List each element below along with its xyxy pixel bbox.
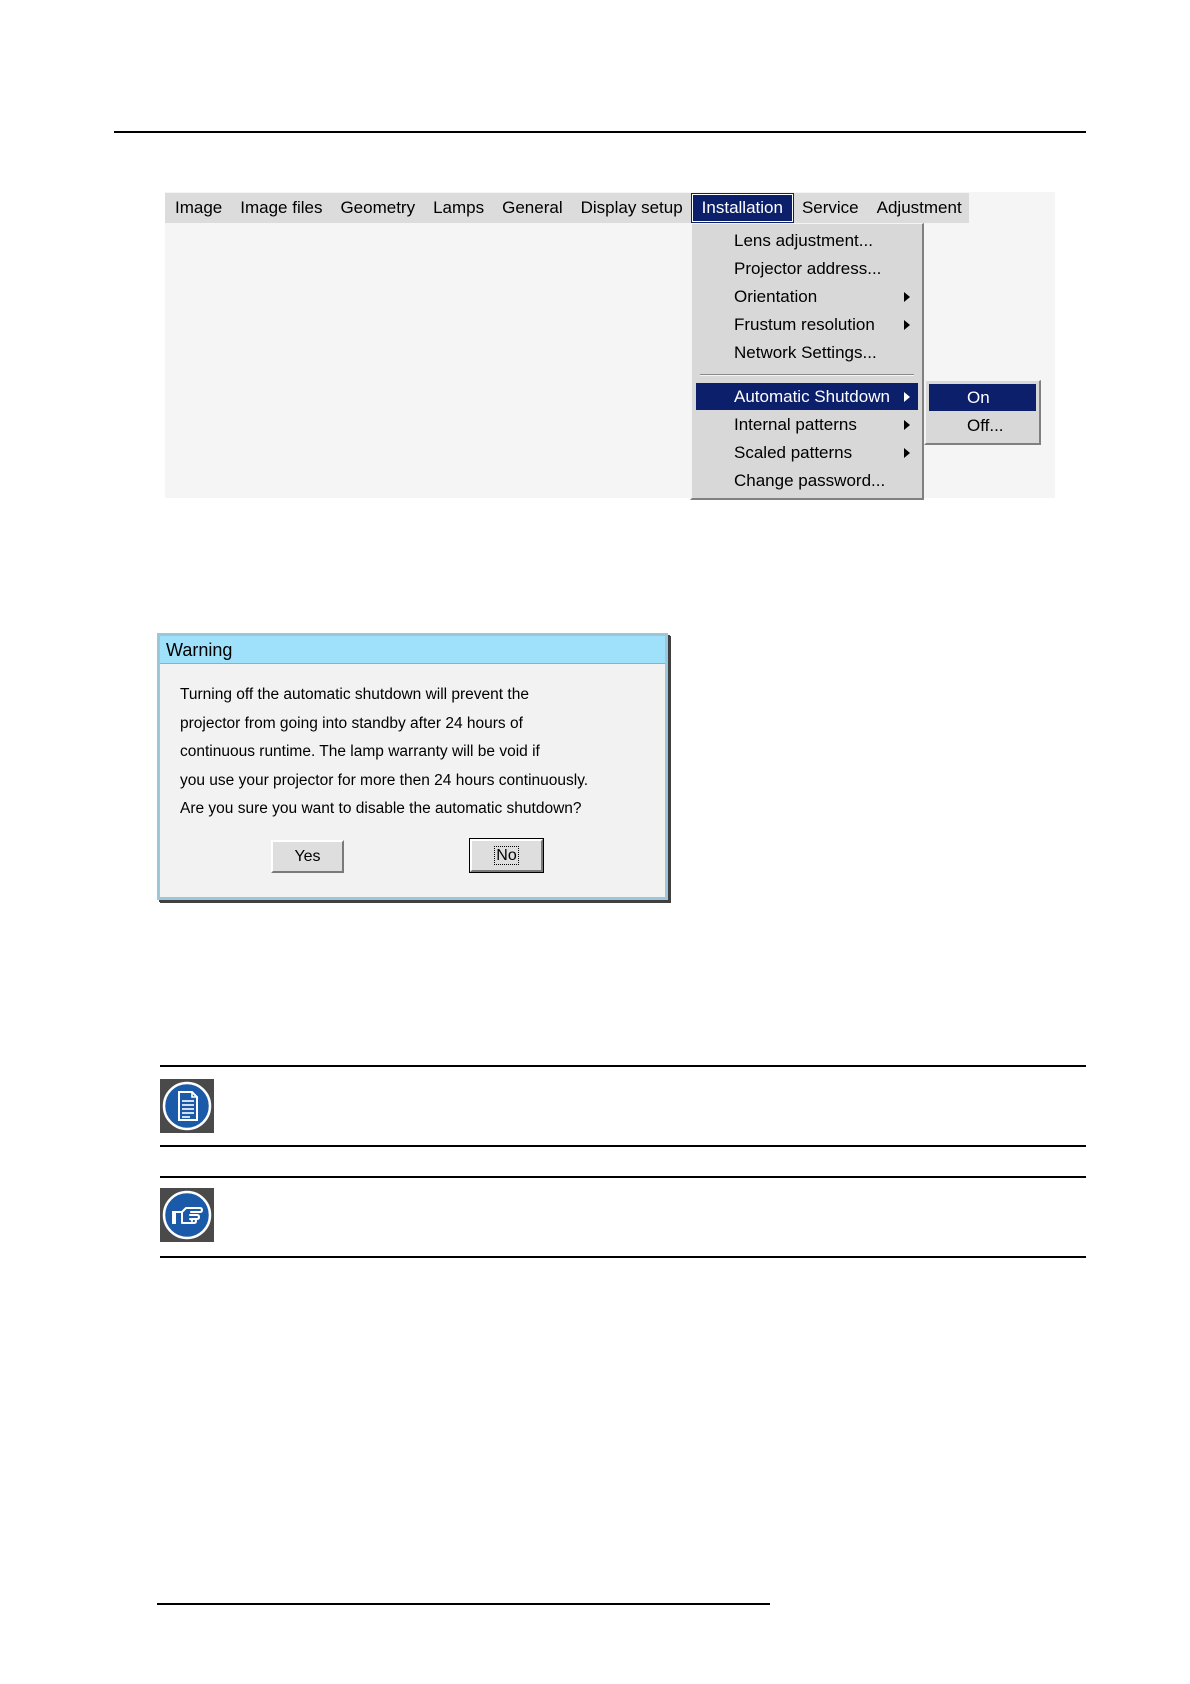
submenu-arrow-icon: [904, 392, 910, 402]
submenu-arrow-icon: [904, 448, 910, 458]
menuitem-change-password[interactable]: Change password...: [734, 471, 886, 490]
menu-service[interactable]: Service: [801, 198, 859, 217]
submenu-item-on[interactable]: On: [929, 384, 1036, 411]
tip-top-rule: [160, 1176, 1086, 1178]
menuitem-orientation[interactable]: Orientation: [696, 283, 918, 310]
menu-image[interactable]: Image: [175, 198, 223, 217]
menuitem-scaled-patterns[interactable]: Scaled patterns: [696, 439, 918, 466]
menu-display-setup[interactable]: Display setup: [580, 198, 683, 217]
dialog-message-line: continuous runtime. The lamp warranty will be void if: [180, 743, 540, 761]
submenu-arrow-icon: [904, 420, 910, 430]
no-button[interactable]: [470, 839, 543, 872]
menu-image-files[interactable]: Image files: [240, 198, 323, 217]
menuitem-internal-patterns[interactable]: Internal patterns: [696, 411, 918, 438]
dialog-message-line: you use your projector for more then 24 hours continuously.: [180, 771, 589, 789]
no-button-label: No: [496, 847, 517, 864]
menu-installation[interactable]: Installation: [692, 194, 793, 222]
osd-menubar: [165, 193, 969, 223]
footer-rule: [157, 1603, 770, 1605]
dialog-title: Warning: [160, 636, 665, 664]
note-icon: [160, 1079, 214, 1133]
menu-geometry[interactable]: Geometry: [340, 198, 416, 217]
dialog-message-line: Are you sure you want to disable the automatic shutdown?: [180, 800, 582, 818]
submenu-arrow-icon: [904, 292, 910, 302]
menu-lamps[interactable]: Lamps: [433, 198, 485, 217]
tip-icon: [160, 1188, 214, 1242]
menuitem-automatic-shutdown[interactable]: Automatic Shutdown: [696, 383, 918, 410]
note-bottom-rule: [160, 1145, 1086, 1147]
automatic-shutdown-submenu: [924, 380, 1041, 445]
yes-button[interactable]: Yes: [271, 840, 344, 873]
menu-general[interactable]: General: [502, 198, 563, 217]
tip-bottom-rule: [160, 1256, 1086, 1258]
submenu-arrow-icon: [904, 320, 910, 330]
menuitem-lens-adjustment[interactable]: Lens adjustment...: [734, 231, 873, 250]
menuitem-network-settings[interactable]: Network Settings...: [734, 343, 877, 362]
installation-dropdown: [690, 223, 924, 500]
submenu-item-off[interactable]: Off...: [967, 416, 1004, 435]
dialog-message-line: Turning off the automatic shutdown will prevent the: [180, 686, 529, 703]
menu-adjustment[interactable]: Adjustment: [876, 198, 962, 217]
note-top-rule: [160, 1065, 1086, 1067]
dialog-message-line: projector from going into standby after 24 hours of: [180, 714, 523, 732]
menu-separator: [700, 374, 914, 376]
warning-dialog: [157, 633, 668, 900]
dialog-message: [180, 681, 588, 824]
menuitem-frustum-resolution[interactable]: Frustum resolution: [696, 311, 918, 338]
header-rule: [114, 131, 1086, 133]
menuitem-projector-address[interactable]: Projector address...: [734, 259, 882, 278]
